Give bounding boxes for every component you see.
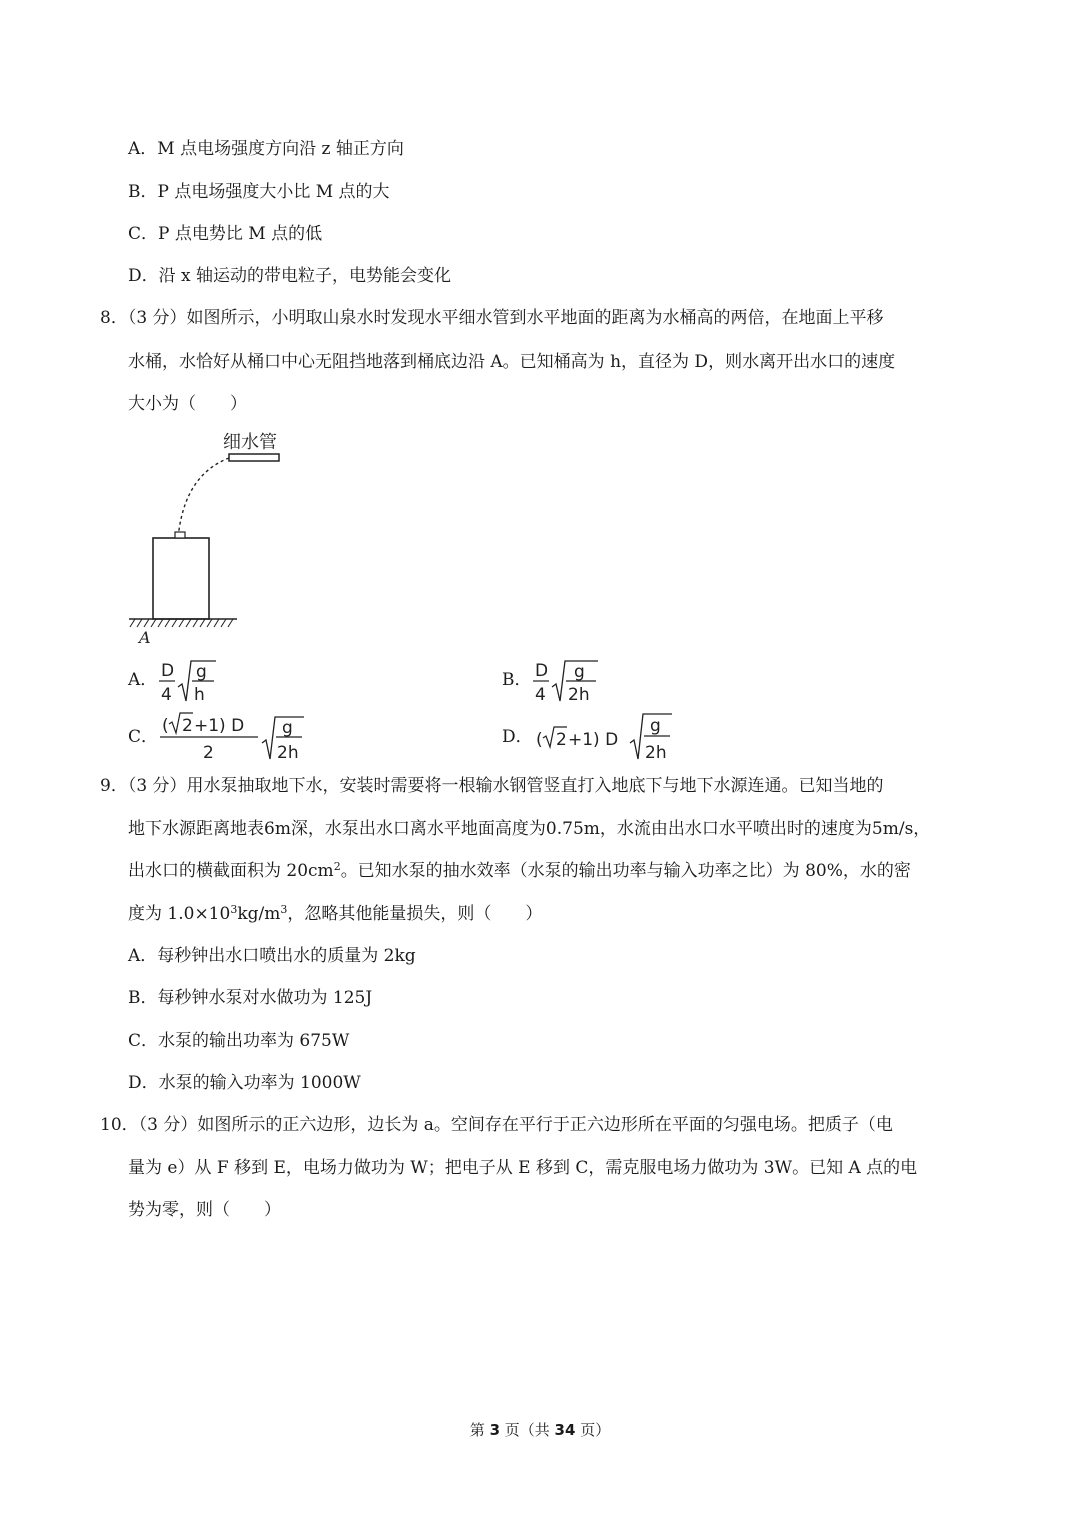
bucket-mouth xyxy=(175,532,185,538)
q8-stem-line2: 水桶，水恰好从桶口中心无阻挡地落到桶底边沿 A。已知桶高为 h，直径为 D，则水离开出水口的速度 xyxy=(128,352,896,372)
bucket-diagram xyxy=(125,422,295,652)
q8-option-c-formula xyxy=(158,709,308,763)
a-coef-den: 4 xyxy=(161,685,172,705)
c-coef-den: 2 xyxy=(203,743,214,763)
q9-option-a: A．每秒钟出水口喷出水的质量为 2kg xyxy=(128,946,416,966)
d-root-arg: 2 xyxy=(556,730,567,750)
a-coef-num: D xyxy=(161,661,175,681)
q9-stem-line1: 9．（3 分）用水泵抽取地下水，安装时需要将一根输水钢管竖直打入地底下与地下水源连通。已知当地的 xyxy=(100,776,884,796)
a-rad-num: g xyxy=(196,662,207,682)
q8-option-b-label: B． xyxy=(502,670,532,690)
q9-option-c: C．水泵的输出功率为 675W xyxy=(128,1031,350,1051)
q10-stem-line1: 10．（3 分）如图所示的正六边形，边长为 a。空间存在平行于正六边形所在平面的匀强电场。把质子（电 xyxy=(100,1115,893,1135)
d-rad-den: 2h xyxy=(645,743,667,763)
c-rad-num: g xyxy=(282,718,293,738)
c-paren-close: +1) D xyxy=(194,716,245,736)
water-bucket xyxy=(153,538,209,619)
b-coef-num: D xyxy=(535,661,549,681)
c-root-arg: 2 xyxy=(182,716,193,736)
q8-stem-line1: 8．（3 分）如图所示，小明取山泉水时发现水平细水管到水平地面的距离为水桶高的两倍，在地面上平移 xyxy=(100,308,884,328)
page-footer: 第 3 页（共 34 页） xyxy=(469,1421,611,1439)
q8-option-b-formula xyxy=(532,657,602,705)
q9-stem-line2: 地下水源距离地表6m深，水泵出水口离水平地面高度为0.75m，水流由出水口水平喷出时的速度为5m/s， xyxy=(128,819,931,839)
q10-stem-line2: 量为 e）从 F 移到 E，电场力做功为 W；把电子从 E 移到 C，需克服电场力做功为 3W。已知 A 点的电 xyxy=(128,1158,918,1178)
q7-option-d: D．沿 x 轴运动的带电粒子，电势能会变化 xyxy=(128,266,452,286)
q8-stem-line3: 大小为（ ） xyxy=(128,394,247,414)
c-paren-open: ( xyxy=(162,716,169,736)
q8-option-c-label: C． xyxy=(128,727,159,747)
q9-option-b: B．每秒钟水泵对水做功为 125J xyxy=(128,988,373,1008)
b-rad-num: g xyxy=(574,662,585,682)
q8-option-a-formula xyxy=(158,657,218,705)
b-rad-den: 2h xyxy=(568,685,590,705)
d-rad-num: g xyxy=(650,716,661,736)
q9-stem-line4: 度为 $1.0\times 10^3kg/m^3$，忽略其他能量损失，则（ ） xyxy=(128,903,543,924)
total-page-number: 34 xyxy=(554,1421,576,1439)
q8-figure xyxy=(125,422,295,652)
q10-stem-line3: 势为零，则（ ） xyxy=(128,1200,281,1220)
q8-option-d-formula xyxy=(532,709,682,763)
a-rad-den: h xyxy=(194,685,205,705)
point-a-label: A xyxy=(139,628,151,647)
pipe-label: 细水管 xyxy=(223,432,277,453)
current-page-number: 3 xyxy=(489,1421,500,1439)
d-paren-close: +1) D xyxy=(568,730,619,750)
q8-option-a-label: A． xyxy=(128,670,158,690)
water-pipe xyxy=(229,454,279,461)
c-rad-den: 2h xyxy=(277,743,299,763)
q8-option-d-label: D． xyxy=(502,727,533,747)
ground-hatching xyxy=(130,619,233,627)
q9-option-d: D．水泵的输入功率为 1000W xyxy=(128,1073,361,1093)
q7-option-b: B．P 点电场强度大小比 M 点的大 xyxy=(128,182,390,202)
q7-option-a: A．M 点电场强度方向沿 z 轴正方向 xyxy=(128,139,404,159)
q7-option-c: C．P 点电势比 M 点的低 xyxy=(128,224,323,244)
d-paren-open: ( xyxy=(536,730,543,750)
q9-stem-line3: 出水口的横截面积为 $20cm^2$。已知水泵的抽水效率（水泵的输出功率与输入功率之比）为 80%，水的密 xyxy=(128,860,911,881)
b-coef-den: 4 xyxy=(535,685,546,705)
